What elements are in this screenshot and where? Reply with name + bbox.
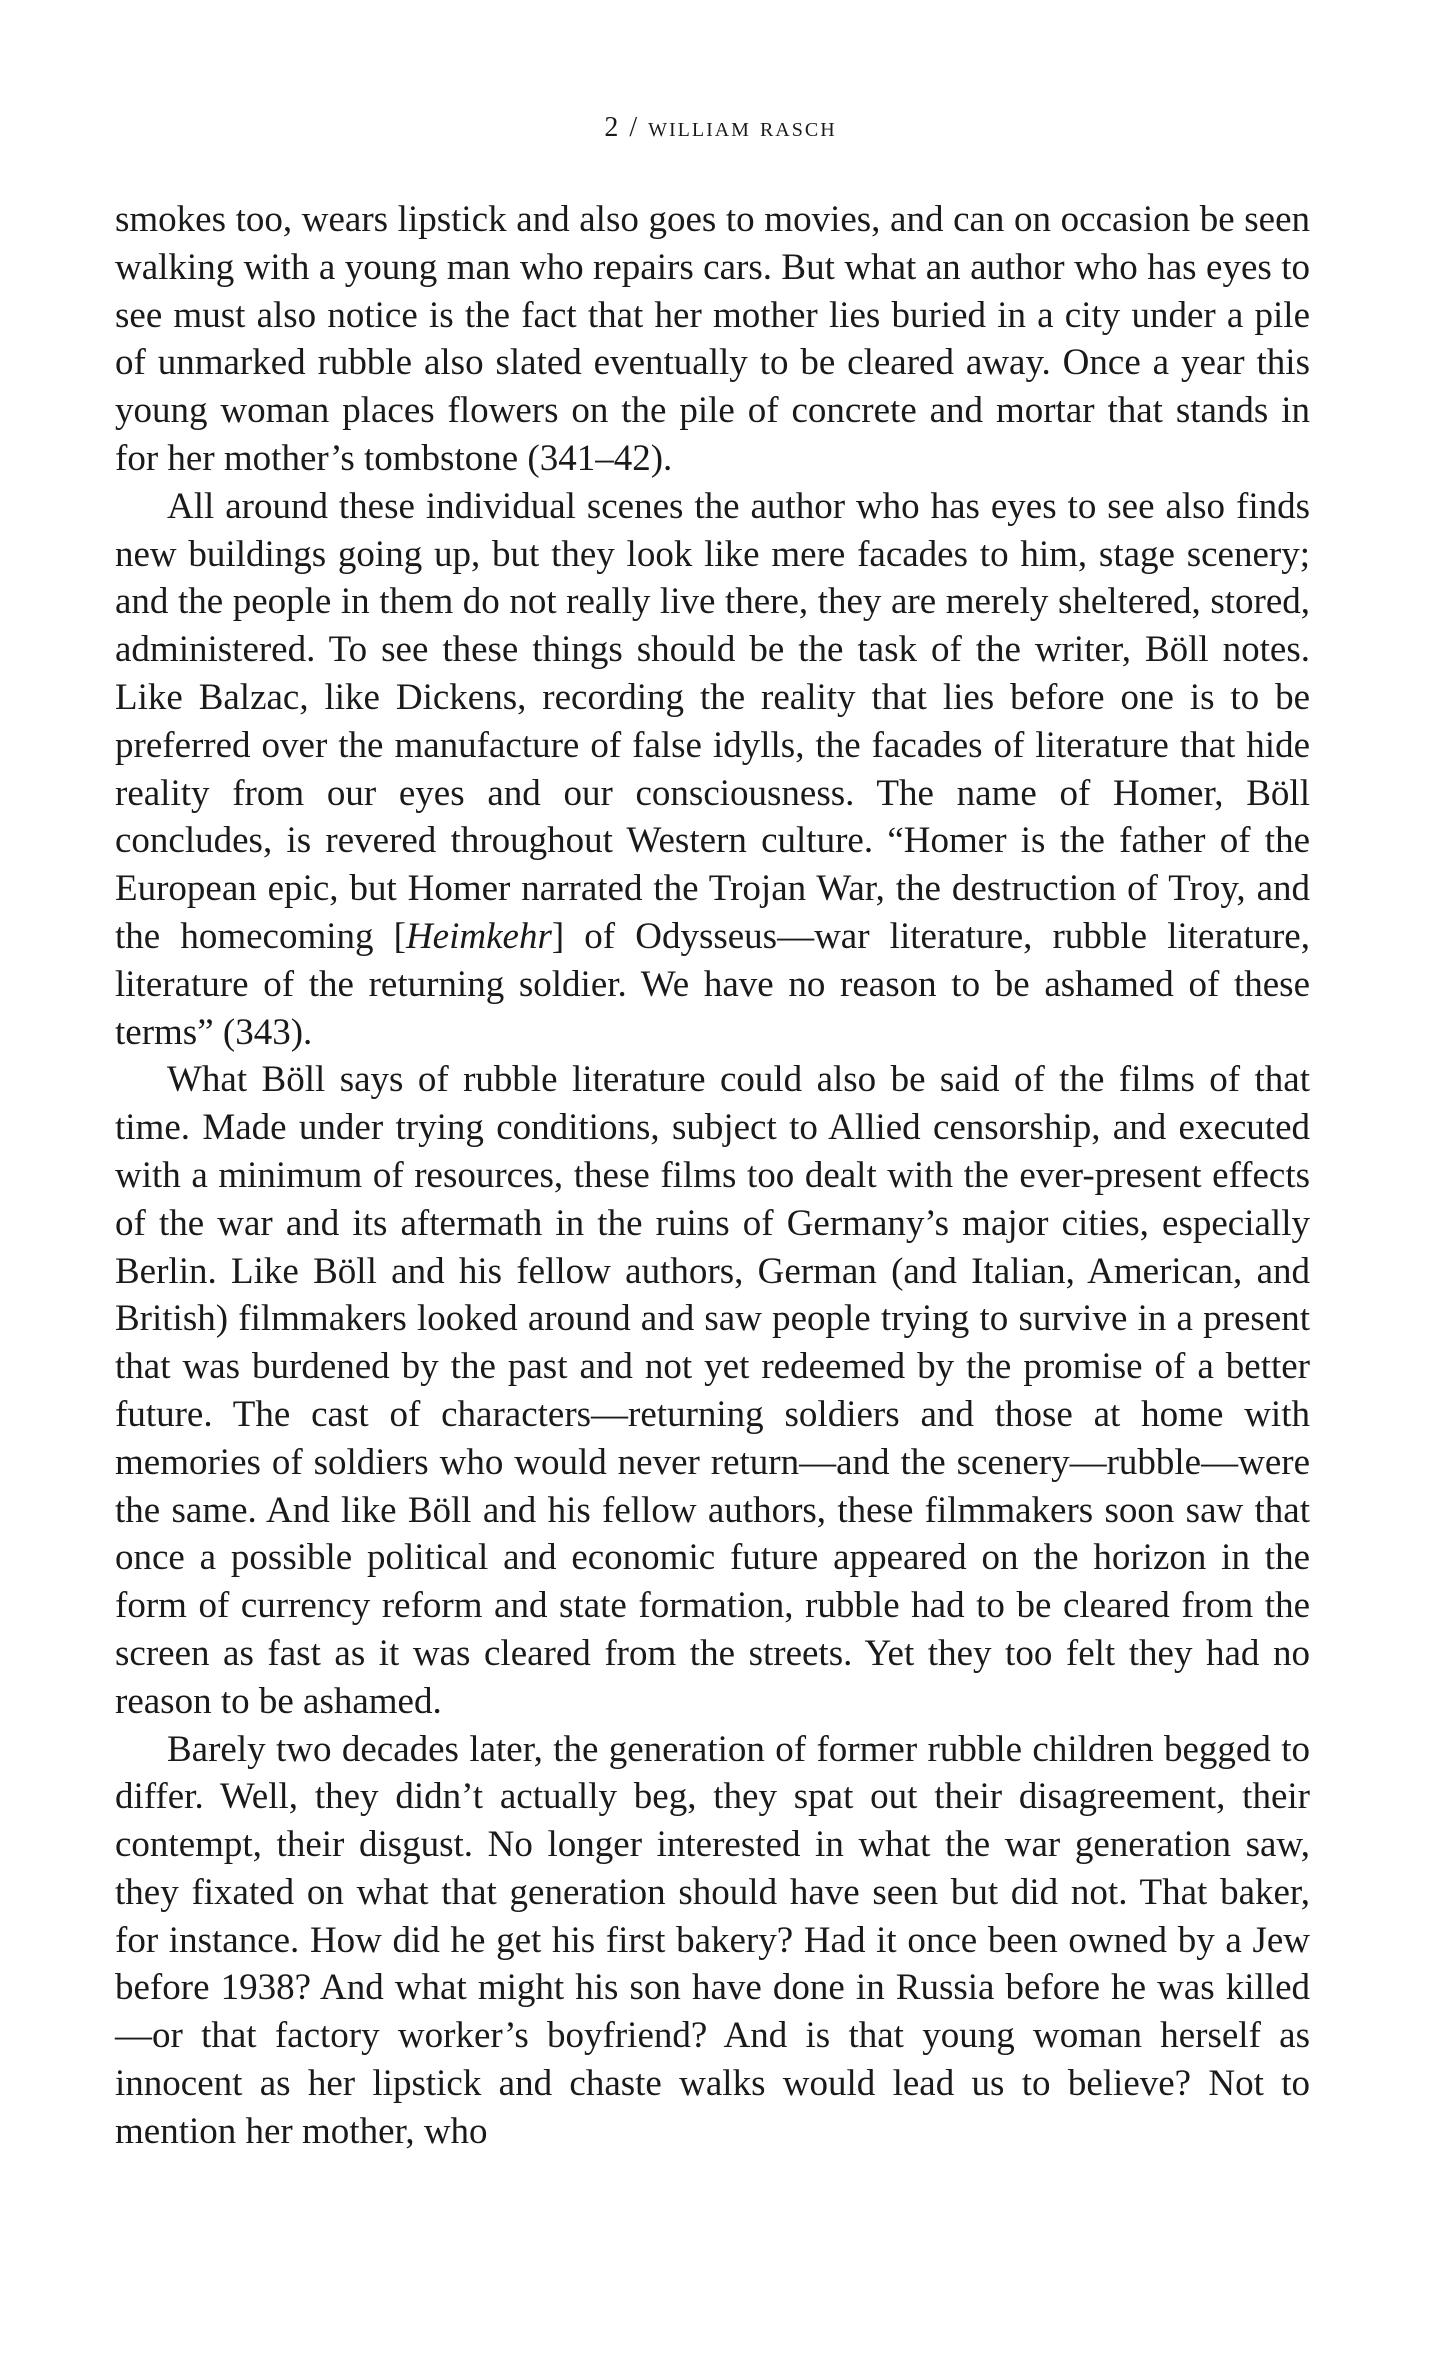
italic-term: Heimkehr bbox=[405, 915, 552, 957]
paragraph: What Böll says of rubble literature could also be said of the films of that time. Made under trying conditions, subject to Allied censorship, and executed with a minimum of resources, these films too dealt with the ever-present effects of the war and its aftermath in the ruins of Germany’s major cities, especially Berlin. Like Böll and his fellow authors, German (and Italian, American, and British) filmmakers looked around and saw people trying to survive in a present that was burdened by the past and not yet redeemed by the promise of a better future. The cast of characters—returning soldiers and those at home with memories of soldiers who would never return—and the scenery—rubble—were the same. And like Böll and his fellow authors, these filmmakers soon saw that once a possible political and economic future appeared on the horizon in the form of currency reform and state formation, rubble had to be cleared from the screen as fast as it was cleared from the streets. Yet they too felt they had no reason to be ashamed. bbox=[115, 1059, 1310, 1722]
paragraph bbox=[115, 483, 1310, 1057]
paragraph: Barely two decades later, the generation of former rubble children begged to differ. Well, they didn’t actually beg, they spat out their disagreement, their contempt, their disgust. No longer interested in what the war generation saw, they fixated on what that generation should have seen but did not. That baker, for instance. How did he get his first bakery? Had it once been owned by a Jew before 1938? And what might his son have done in Russia before he was killed—or that factory worker’s boyfriend? And is that young woman herself as innocent as her lipstick and chaste walks would lead us to believe? Not to mention her mother, who bbox=[115, 1728, 1310, 2152]
paragraph-text: All around these individual scenes the author who has eyes to see also finds new buildings going up, but they look like mere facades to him, stage scenery; and the people in them do not really live there, they are merely sheltered, stored, administered. To see these things should be the task of the writer, Böll notes. Like Balzac, like Dickens, recording the reality that lies before one is to be preferred over the manufacture of false idylls, the facades of literature that hide reality from our eyes and our consciousness. The name of Homer, Böll concludes, is revered throughout Western culture. “Homer is the father of the European epic, but Homer narrated the Trojan War, the destruction of Troy, and the homecoming [ bbox=[115, 485, 1310, 957]
body-text bbox=[115, 196, 1310, 2156]
running-head: 2 / william rasch bbox=[604, 112, 837, 143]
paragraph: smokes too, wears lipstick and also goes to movies, and can on occasion be seen walking with a young man who repairs cars. But what an author who has eyes to see must also notice is the fact that her mother lies buried in a city under a pile of unmarked rubble also slated eventually to be cleared away. Once a year this young woman places flowers on the pile of concrete and mortar that stands in for her mother’s tombstone (341–42). bbox=[115, 199, 1310, 479]
paragraph-text-tail: ] of Odysseus—war literature, rubble literature, literature of the returning soldier. We have no reason to be ashamed of these terms” (343). bbox=[115, 915, 1310, 1053]
